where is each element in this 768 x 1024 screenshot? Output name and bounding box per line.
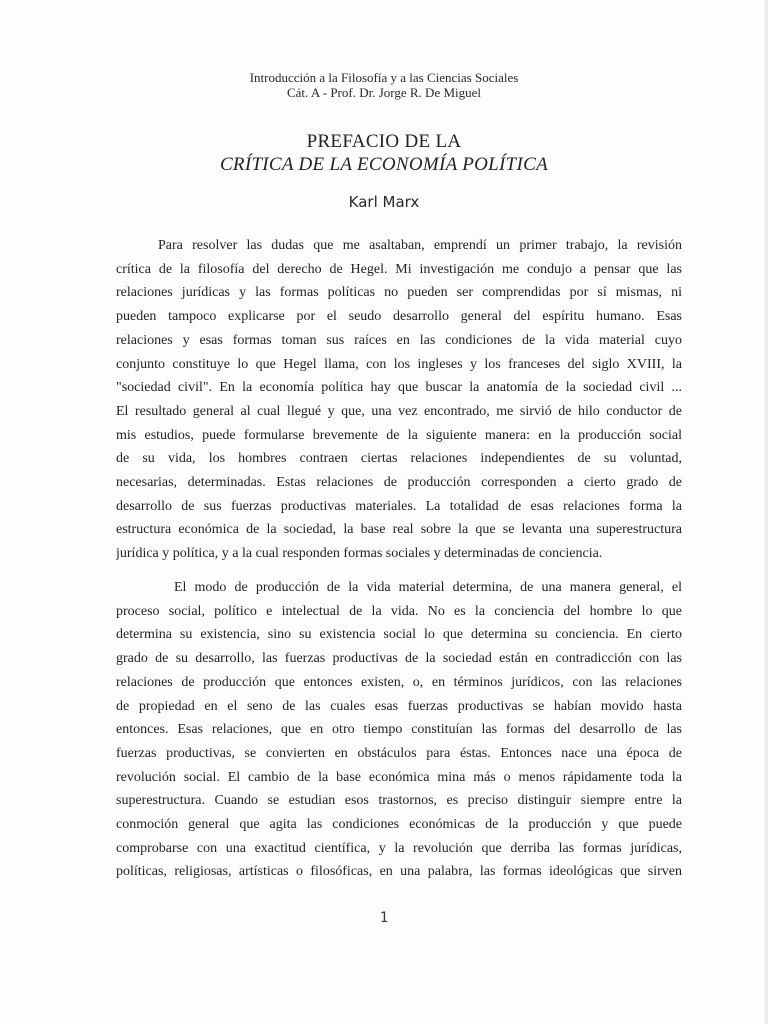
paragraph-2-line: grado de su desarrollo, las fuerzas productivas de la sociedad están en contradicción con las (116, 651, 682, 667)
paragraph-2-line: entonces. Esas relaciones, que en otro tiempo constituían las formas del desarrollo de las (116, 722, 682, 738)
paragraph-1-line: jurídica y política, y a la cual responden formas sociales y determinadas de conciencia. (116, 546, 603, 562)
paragraph-2-line: superestructura. Cuando se estudian esos trastornos, es preciso distinguir siempre entre la (116, 793, 682, 809)
paragraph-2-line: de propiedad en el seno de las cuales esas fuerzas productivas se habían movido hasta (116, 698, 682, 714)
paragraph-2-line: proceso social, político e intelectual de la vida. No es la conciencia del hombre lo que (116, 603, 682, 619)
paragraph-1-line: relaciones y esas formas toman sus raíces en las condiciones de la vida material cuyo (116, 332, 682, 348)
paragraph-2-line: políticas, religiosas, artísticas o filosóficas, en una palabra, las formas ideológicas que sirven (116, 864, 682, 880)
paragraph-2 (116, 576, 682, 884)
paragraph-1-line: necesarias, determinadas. Estas relaciones de producción corresponden a cierto grado de (116, 475, 682, 491)
paragraph-1-line: El resultado general al cual llegué y que, una vez encontrado, me sirvió de hilo conductor de (116, 403, 682, 419)
paragraph-1-line: de su vida, los hombres contraen ciertas relaciones independientes de su voluntad, (116, 451, 682, 467)
course-header-line-2: Cát. A - Prof. Dr. Jorge R. De Miguel (286, 85, 482, 100)
paragraph-1-line: desarrollo de sus fuerzas productivas materiales. La totalidad de esas relaciones forma la (116, 498, 682, 514)
title-line-1: PREFACIO DE LA (306, 131, 462, 152)
paragraph-2-line: comprobarse con una exactitud científica, y la revolución que derriba las formas jurídicas, (116, 840, 682, 856)
paragraph-1-line: crítica de la filosofía del derecho de Hegel. Mi investigación me condujo a pensar que las (116, 261, 682, 277)
paragraph-2-line: relaciones de producción que entonces existen, o, en términos jurídicos, con las relaciones (116, 674, 682, 690)
paragraph-1-line: mis estudios, puede formularse brevemente de la siguiente manera: en la producción social (116, 427, 682, 443)
paragraph-1-line: estructura económica de la sociedad, la base real sobre la que se levanta una superestructura (116, 522, 682, 538)
document-title (0, 130, 768, 176)
paragraph-2-line: fuerzas productivas, se convierten en obstáculos para éstas. Entonces nace una época de (116, 745, 682, 761)
paragraph-1-line: conjunto constituye lo que Hegel llama, con los ingleses y los franceses del siglo XVIII, la (116, 356, 682, 372)
course-header-line-1: Introducción a la Filosofía y a las Ciencias Sociales (249, 70, 519, 85)
paragraph-1-line: relaciones jurídicas y las formas políticas no pueden ser comprendidas por sí mismas, ni (116, 285, 682, 301)
paragraph-2-line: conmoción general que agita las condiciones económicas de la producción y que puede (116, 817, 682, 833)
paragraph-1 (116, 234, 682, 566)
paragraph-2-line: determina su existencia, sino su existencia social lo que determina su conciencia. En cierto (116, 627, 682, 643)
paragraph-1-line: pueden tampoco explicarse por el seudo desarrollo general del espíritu humano. Esas (116, 309, 682, 325)
scan-edge-shadow (764, 0, 768, 1024)
page-number: 1 (379, 910, 389, 926)
course-header (0, 70, 768, 100)
paragraph-2-line: revolución social. El cambio de la base económica mina más o menos rápidamente toda la (116, 769, 682, 785)
author-name: Karl Marx (348, 193, 420, 211)
paragraph-1-line: Para resolver las dudas que me asaltaban, emprendí un primer trabajo, la revisión (158, 238, 682, 253)
title-line-2: CRÍTICA DE LA ECONOMÍA POLÍTICA (219, 154, 549, 175)
paragraph-2-line: El modo de producción de la vida material determina, de una manera general, el (174, 580, 682, 595)
paragraph-1-line: "sociedad civil". En la economía política hay que buscar la anatomía de la sociedad civil ... (116, 380, 682, 396)
